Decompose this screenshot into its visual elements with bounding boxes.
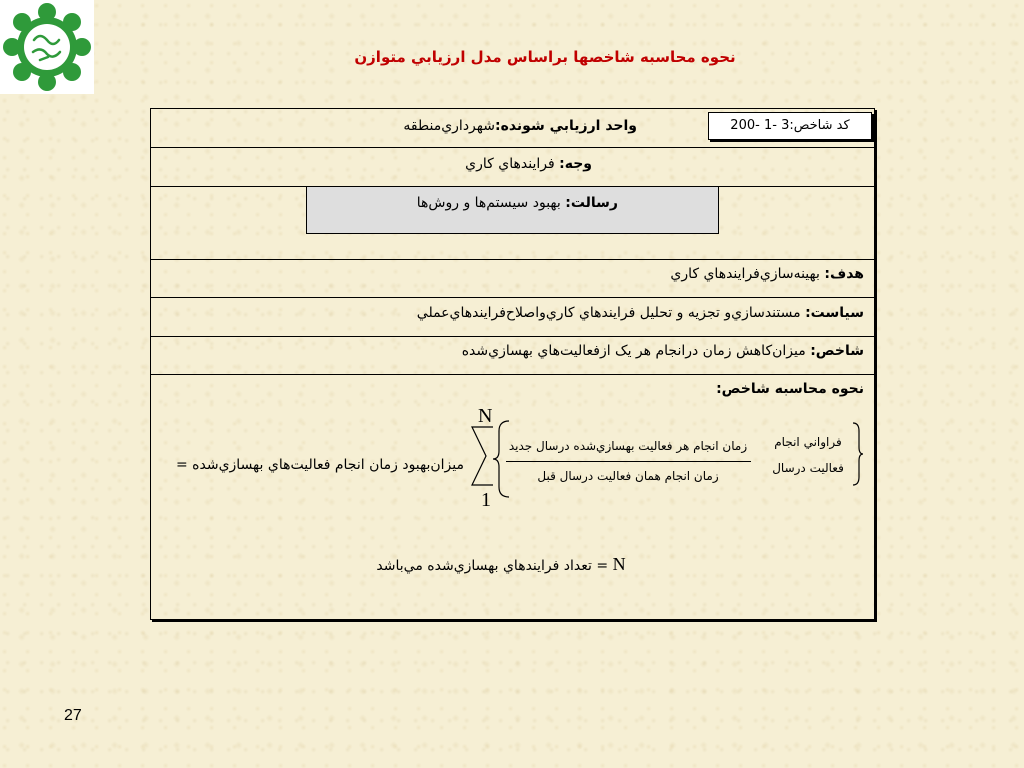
- aspect-row: [465, 156, 592, 172]
- evaluated-unit-value: شهرداري‌منطقه: [403, 118, 495, 134]
- formula-lhs: [176, 457, 464, 473]
- formula-equals: =: [175, 457, 188, 473]
- logo: [0, 0, 94, 94]
- goal-label: هدف:: [824, 266, 864, 282]
- sigma-upper-limit: N: [478, 405, 493, 427]
- tehran-municipality-logo: [0, 0, 94, 94]
- sigma-lower-limit: 1: [481, 489, 491, 511]
- frequency-label-line2: فعاليت درسال: [772, 461, 844, 475]
- policy-label: سياست:: [805, 305, 864, 321]
- row-divider: [151, 259, 874, 260]
- evaluated-unit: [403, 118, 637, 134]
- calc-method-heading: [716, 381, 864, 397]
- policy-row: [417, 305, 864, 321]
- n-definition: [351, 554, 651, 575]
- indicator-label: شاخص:: [810, 343, 864, 359]
- fraction-numerator: زمان انجام هر فعاليت بهسازي‌شده درسال جديد: [508, 439, 748, 453]
- mission-value: بهبود سيستم‌ها و روش‌ها: [416, 195, 561, 211]
- policy-value: مستندسازي‌و تجزيه و تحليل فرايندهاي کاري‌واصلاح‌فرايندهاي‌عملي: [416, 305, 801, 321]
- page-number: 27: [64, 707, 82, 724]
- n-symbol: N: [612, 554, 626, 574]
- row-divider: [151, 297, 874, 298]
- aspect-label: وجه:: [559, 156, 592, 172]
- indicator-value: ميزان‌کاهش زمان درانجام هر يک ازفعاليت‌هاي بهسازي‌شده: [461, 343, 806, 359]
- formula-lhs-text: ميزان‌بهبود زمان انجام فعاليت‌هاي بهسازي‌شده: [192, 457, 464, 473]
- aspect-value: فرايندهاي کاري: [465, 156, 555, 172]
- goal-value: بهينه‌سازي‌فرايندهاي کاري: [670, 266, 820, 282]
- mission-box: [306, 186, 719, 234]
- frequency-label-line1: فراواني انجام: [774, 435, 842, 449]
- goal-row: [670, 266, 864, 282]
- mission-label: رسالت:: [565, 195, 618, 211]
- indicator-code-value: 3 -1 -200: [730, 118, 790, 133]
- n-definition-text: = تعداد فرايندهاي بهسازي‌شده مي‌باشد: [376, 558, 609, 574]
- indicator-code-label: کد شاخص:: [789, 118, 850, 133]
- calc-method-label: نحوه محاسبه شاخص:: [716, 381, 864, 397]
- row-divider: [151, 147, 874, 148]
- indicator-code-box: [708, 112, 872, 140]
- row-divider: [151, 336, 874, 337]
- mission-row: [417, 195, 618, 211]
- evaluated-unit-label: واحد ارزيابي شونده:: [494, 118, 637, 134]
- indicator-row: [462, 343, 864, 359]
- fraction-line: [506, 461, 751, 462]
- fraction-denominator: زمان انجام همان فعاليت درسال قبل: [537, 469, 719, 483]
- left-brace-icon: [491, 419, 513, 499]
- indicator-table: [150, 108, 875, 620]
- right-brace-icon: [851, 421, 865, 487]
- row-divider: [151, 374, 874, 375]
- slide-title: نحوه محاسبه شاخصها براساس مدل ارزيابي متوازن: [354, 48, 736, 66]
